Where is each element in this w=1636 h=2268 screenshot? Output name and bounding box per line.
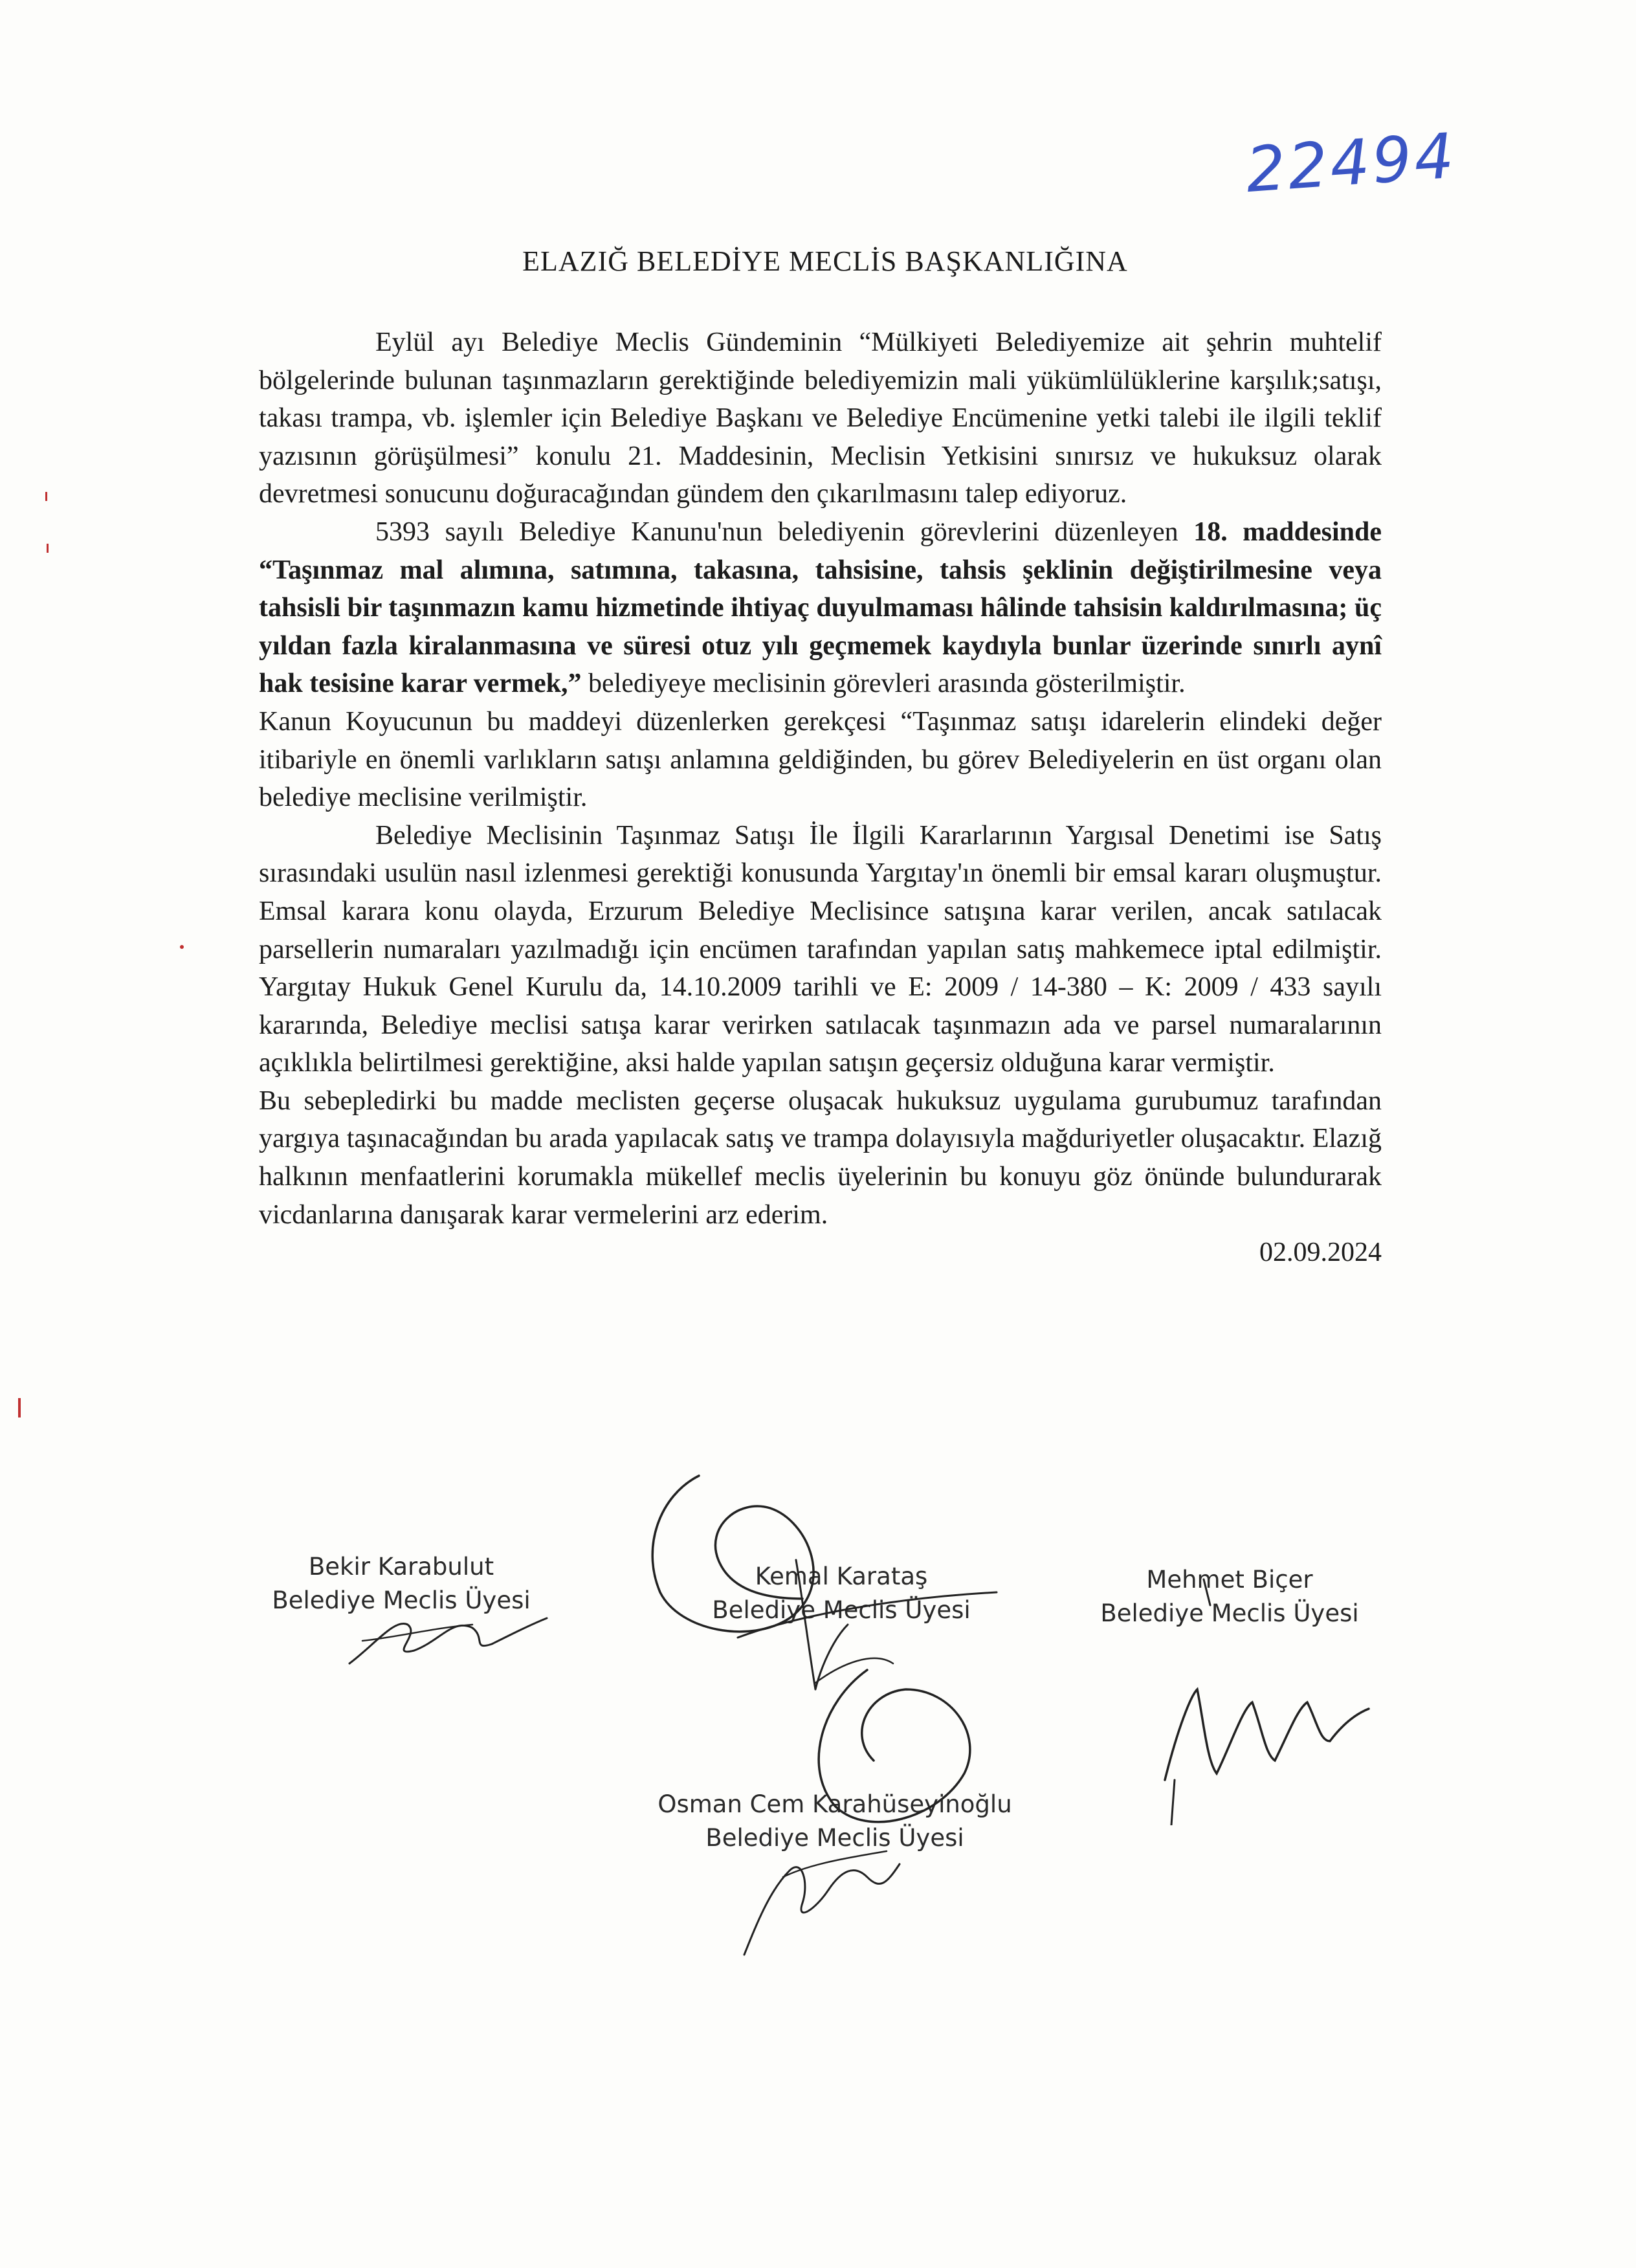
signatory-name: Mehmet Biçer — [1146, 1566, 1313, 1594]
paragraph-2-tail: belediyeye meclisinin görevleri arasında gösterilmiştir. — [581, 669, 1186, 699]
signatory-role: Belediye Meclis Üyesi — [712, 1596, 971, 1624]
document-date: 02.09.2024 — [1259, 1238, 1382, 1268]
margin-mark-red-small — [45, 492, 47, 501]
paragraph-5: Bu sebepledirki bu madde meclisten geçerse oluşacak hukuksuz uygulama gurubumuz tarafından yargıya taşınacağından bu arada yapılacak satış ve trampa dolayısıyla mağduriyetler oluşacaktır. Elazığ halkının menfaatlerini korumakla mükellef meclis üyelerinin bu konuyu göz önünde bulundurarak vicdanlarına danışarak karar vermelerini arz ederim. — [259, 1085, 1382, 1230]
signatory-block-2 — [673, 1560, 1010, 1627]
paragraph-4: Belediye Meclisinin Taşınmaz Satışı İle İlgili Kararlarının Yargısal Denetimi ise Satış sırasındaki usulün nasıl izlenmesi gerektiği konusunda Yargıtay'ın önemli bir emsal kararı oluşmuştur. Emsal karara konu olayda, Erzurum Belediye Meclisince satışına karar verilen, ancak satılacak parsellerin numaraları yazılmadığı için encümen tarafından yapılan satış mahkemece iptal edilmiştir. Yargıtay Hukuk Genel Kurulu da, 14.10.2009 tarihli ve E: 2009 / 14-380 – K: 2009 / 433 sayılı kararında, Belediye meclisi satışa karar verirken satılacak taşınmazın ada ve parsel numaralarının açıklıkla belirtilmesi gerektiğine, aksi halde yapılan satışın geçersiz olduğuna karar vermiştir. — [259, 820, 1382, 1078]
margin-mark-red-small-3 — [180, 945, 184, 949]
paragraph-1: Eylül ayı Belediye Meclis Gündeminin “Mülkiyeti Belediyemize ait şehrin muhtelif bölgelerinde bulunan taşınmazların gerektiğinde belediyemizin mali yükümlülüklerine karşılık;satışı, takası trampa, vb. işlemler için Belediye Başkanı ve Belediye Encümenine yetki talebi ile ilgili teklif yazısının görüşülmesi” konulu 21. Maddesinin, Meclisin Yetkisini sınırsız ve hukuksuz olarak devretmesi sonucunu doğuracağından gündem den çıkarılmasını talep ediyoruz. — [259, 328, 1382, 509]
date-line — [259, 1234, 1382, 1272]
handwritten-number-stamp — [1239, 113, 1459, 210]
margin-mark-red-small-2 — [47, 544, 49, 553]
signatory-role: Belediye Meclis Üyesi — [272, 1586, 531, 1614]
handwritten-number: 22494 — [1243, 119, 1459, 207]
paragraph-3: Kanun Koyucunun bu maddeyi düzenlerken gerekçesi “Taşınmaz satışı idarelerin elindeki değer itibariyle en önemli varlıkların satışı anlamına geldiğinden, bu görev Belediyelerin en üst organı olan belediye meclisine verilmiştir. — [259, 706, 1382, 813]
signatory-name: Osman Cem Karahüseyinoğlu — [658, 1790, 1012, 1818]
document-title: ELAZIĞ BELEDİYE MECLİS BAŞKANLIĞINA — [522, 245, 1128, 277]
paragraph-2 — [259, 513, 1382, 703]
law-article-quote: 18. maddesinde “Taşınmaz mal alımına, satımına, takasına, tahsisine, tahsis şeklinin değiştirilmesine veya tahsisli bir taşınmazın kamu hizmetinde ihtiyaç duyulmaması hâlinde tahsisin kaldırılmasına; üç yıldan fazla kiralanmasına ve süresi otuz yılı geçmemek kaydıyla bunlar üzerinde sınırlı aynî hak tesisine karar vermek,” — [259, 517, 1382, 699]
signatory-role: Belediye Meclis Üyesi — [1100, 1599, 1359, 1627]
signatory-block-1 — [246, 1550, 557, 1618]
document-body — [259, 324, 1382, 1272]
paragraph-2-lead: 5393 sayılı Belediye Kanunu'nun belediyenin görevlerini düzenleyen — [375, 517, 1194, 547]
signatory-name: Kemal Karataş — [755, 1562, 928, 1590]
signatory-block-3 — [1074, 1563, 1385, 1630]
signatory-block-4 — [602, 1788, 1068, 1855]
signatory-role: Belediye Meclis Üyesi — [705, 1824, 964, 1852]
signatory-name: Bekir Karabulut — [308, 1553, 494, 1581]
margin-mark-red — [18, 1398, 21, 1418]
